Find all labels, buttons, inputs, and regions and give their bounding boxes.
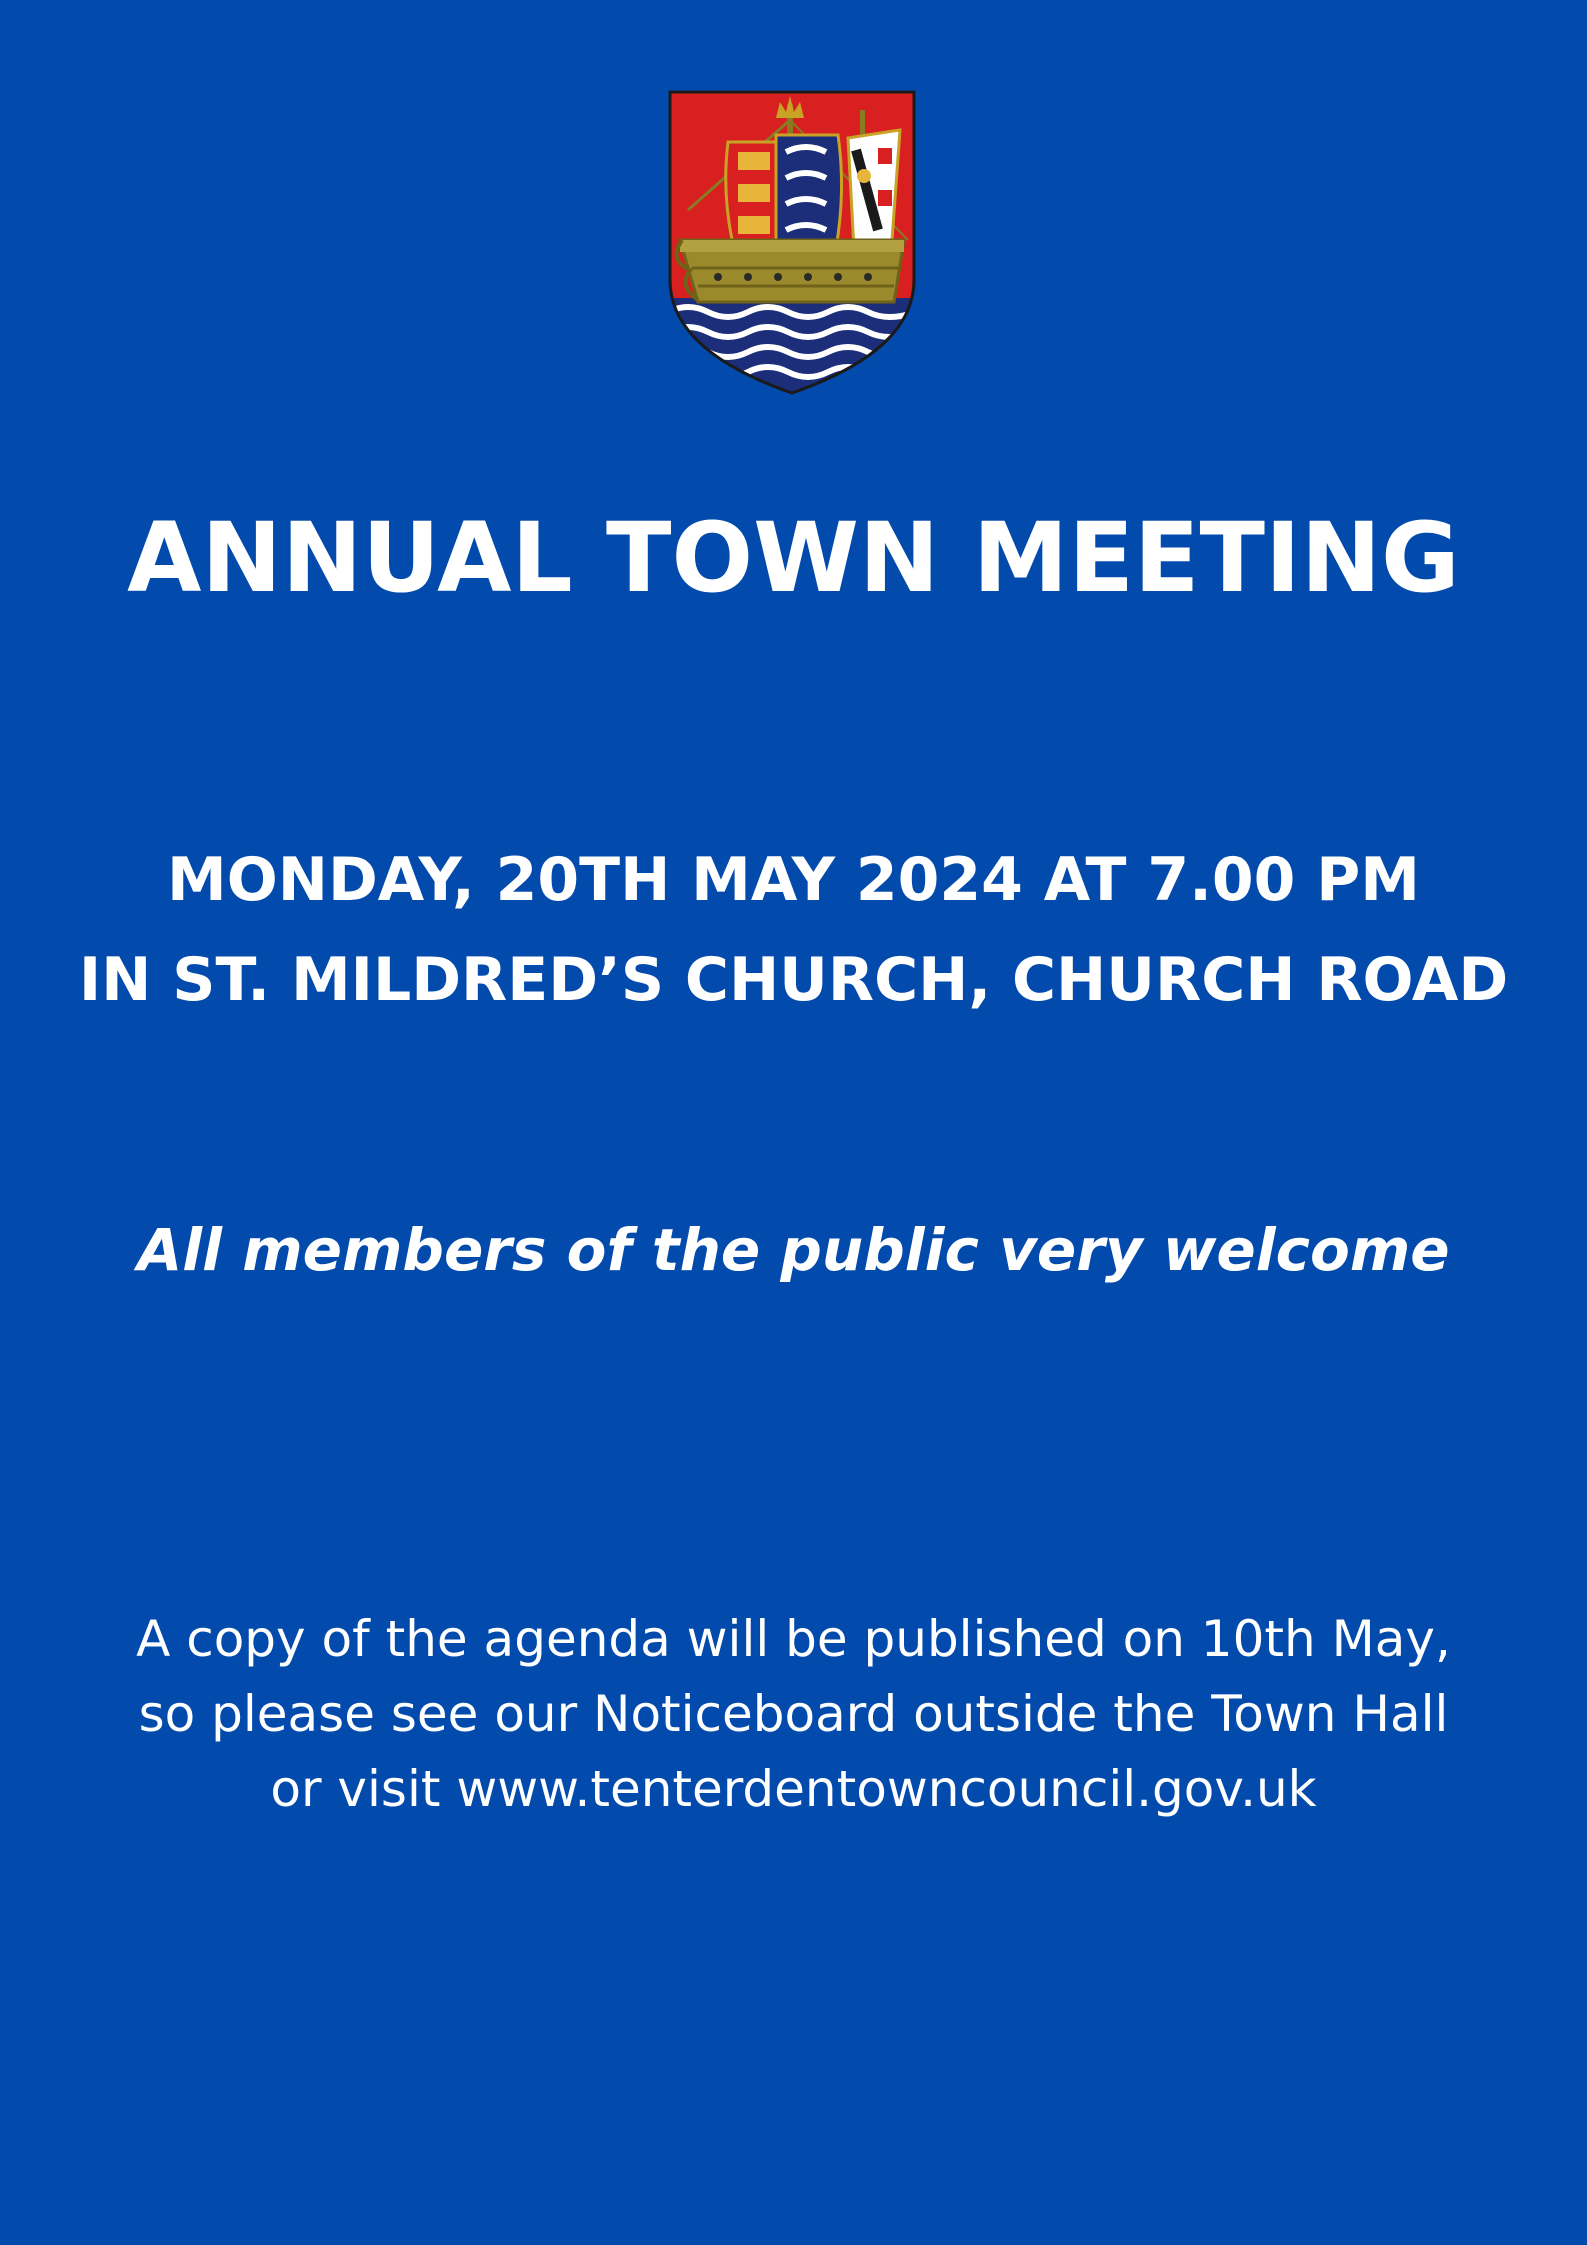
meeting-date-time: MONDAY, 20TH MAY 2024 AT 7.00 PM bbox=[167, 845, 1420, 915]
meeting-title: ANNUAL TOWN MEETING bbox=[127, 502, 1460, 614]
agenda-info bbox=[0, 1602, 1587, 1827]
meeting-details bbox=[0, 830, 1587, 1030]
agenda-info-line: so please see our Noticeboard outside the Town Hall bbox=[138, 1685, 1449, 1743]
agenda-info-line: A copy of the agenda will be published on 10th May, bbox=[136, 1610, 1451, 1668]
agenda-info-line: or visit www.tenterdentowncouncil.gov.uk bbox=[270, 1760, 1317, 1818]
meeting-venue: IN ST. MILDRED’S CHURCH, CHURCH ROAD bbox=[78, 945, 1509, 1015]
welcome-message: All members of the public very welcome bbox=[137, 1216, 1450, 1284]
town-crest-icon bbox=[668, 90, 916, 395]
